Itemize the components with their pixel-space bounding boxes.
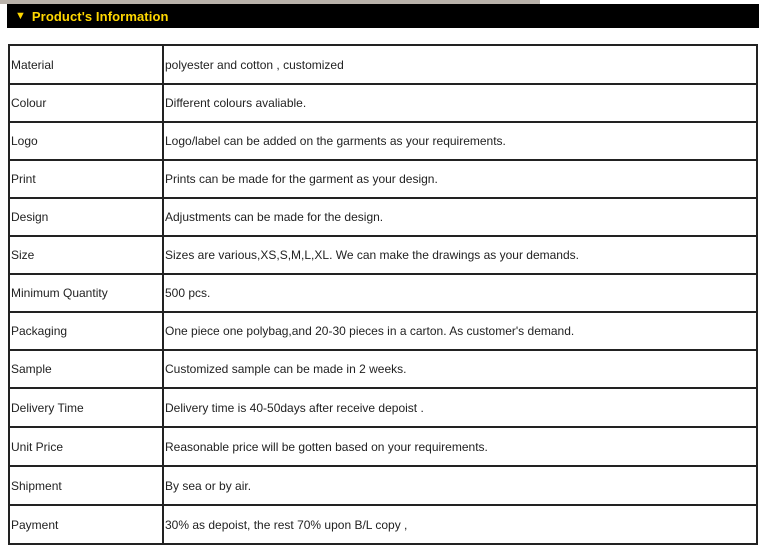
table-row-print [9, 160, 757, 198]
row-label: Delivery Time [9, 388, 163, 427]
row-label: Payment [9, 505, 163, 544]
row-value: Delivery time is 40-50days after receive depoist . [163, 388, 757, 427]
table-row-logo [9, 122, 757, 160]
section-title: Product's Information [31, 8, 169, 24]
row-value: Reasonable price will be gotten based on your requirements. [163, 427, 757, 466]
row-label: Shipment [9, 466, 163, 505]
row-value: Sizes are various,XS,S,M,L,XL. We can make the drawings as your demands. [163, 236, 757, 274]
triangle-down-icon: ▼ [15, 9, 26, 22]
table-row-shipment [9, 466, 757, 505]
row-label: Colour [9, 84, 163, 122]
table-row-colour [9, 84, 757, 122]
row-value: 30% as depoist, the rest 70% upon B/L copy , [163, 505, 757, 544]
row-label: Unit Price [9, 427, 163, 466]
section-header [7, 4, 759, 28]
row-value: One piece one polybag,and 20-30 pieces in a carton. As customer's demand. [163, 312, 757, 350]
table-row-unit-price [9, 427, 757, 466]
table-row-delivery-time [9, 388, 757, 427]
table-row-packaging [9, 312, 757, 350]
row-label: Print [9, 160, 163, 198]
table-row-material [9, 45, 757, 84]
row-label: Design [9, 198, 163, 236]
row-value: Logo/label can be added on the garments as your requirements. [163, 122, 757, 160]
row-label: Size [9, 236, 163, 274]
row-label: Material [9, 45, 163, 84]
row-value: Adjustments can be made for the design. [163, 198, 757, 236]
table-row-sample [9, 350, 757, 388]
product-info-table [8, 44, 758, 545]
row-label: Sample [9, 350, 163, 388]
row-value: Different colours avaliable. [163, 84, 757, 122]
row-label: Packaging [9, 312, 163, 350]
row-value: 500 pcs. [163, 274, 757, 312]
table-row-design [9, 198, 757, 236]
row-value: By sea or by air. [163, 466, 757, 505]
table-row-size [9, 236, 757, 274]
row-label: Logo [9, 122, 163, 160]
table-row-minimum-quantity [9, 274, 757, 312]
row-value: polyester and cotton , customized [163, 45, 757, 84]
table-row-payment [9, 505, 757, 544]
row-value: Customized sample can be made in 2 weeks. [163, 350, 757, 388]
row-value: Prints can be made for the garment as your design. [163, 160, 757, 198]
row-label: Minimum Quantity [9, 274, 163, 312]
